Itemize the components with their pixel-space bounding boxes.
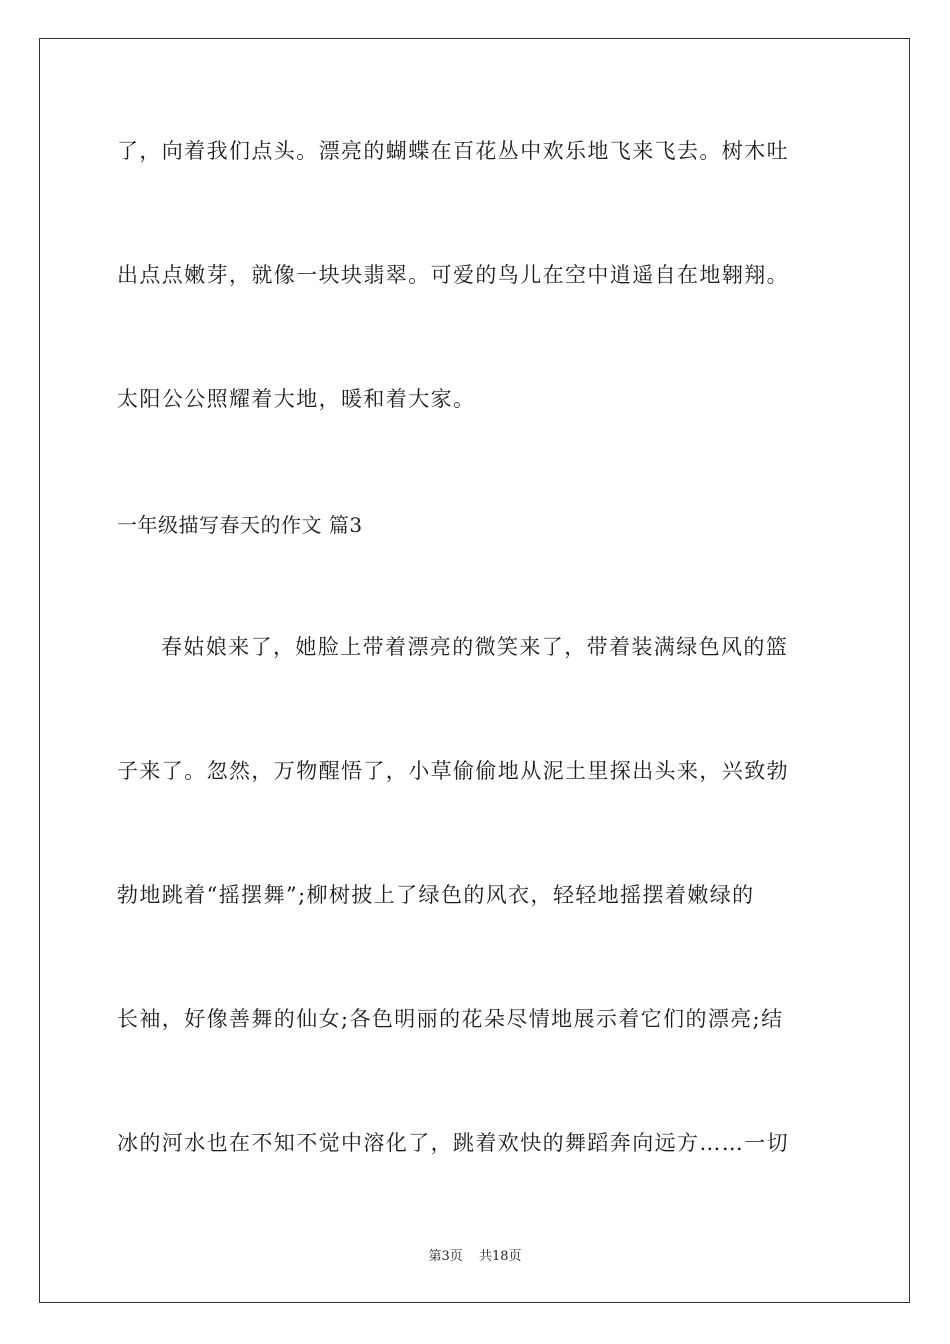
- text-line-3: 太阳公公照耀着大地，暖和着大家。: [117, 387, 476, 411]
- paragraph-line-1: 春姑娘来了，她脸上带着漂亮的微笑来了，带着装满绿色风的篮: [161, 635, 789, 659]
- text-line-2: 出点点嫩芽，就像一块块翡翠。可爱的鸟儿在空中逍遥自在地翱翔。: [117, 263, 789, 287]
- paragraph-line-3: 勃地跳着“摇摆舞”;柳树披上了绿色的风衣，轻轻地摇摆着嫩绿的: [117, 883, 755, 907]
- page-number: 第3页: [428, 1249, 463, 1264]
- paragraph-line-4: 长袖，好像善舞的仙女;各色明丽的花朵尽情地展示着它们的漂亮;结: [117, 1007, 784, 1031]
- paragraph-line-5: 冰的河水也在不知不觉中溶化了，跳着欢快的舞蹈奔向远方……一切: [117, 1131, 789, 1155]
- page-border: [39, 38, 910, 1303]
- page-footer: [0, 1248, 950, 1266]
- text-line-1: 了，向着我们点头。漂亮的蝴蝶在百花丛中欢乐地飞来飞去。树木吐: [117, 139, 789, 163]
- section-heading: 一年级描写春天的作文 篇3: [117, 513, 363, 537]
- page-total: 共18页: [478, 1249, 522, 1264]
- paragraph-line-2: 子来了。忽然，万物醒悟了，小草偷偷地从泥土里探出头来，兴致勃: [117, 759, 789, 783]
